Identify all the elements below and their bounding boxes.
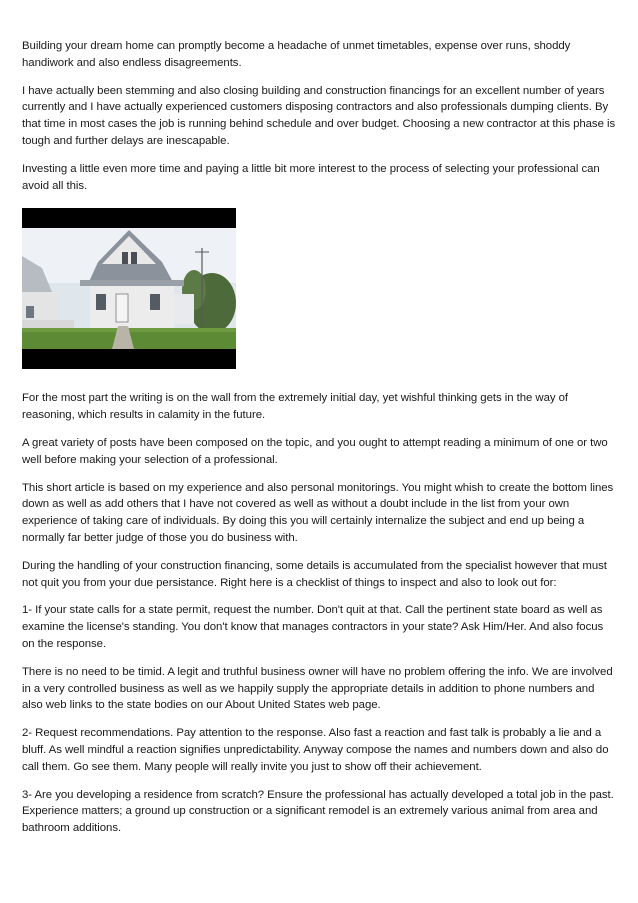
paragraph: For the most part the writing is on the wall from the extremely initial day, yet wishful thinking gets in the way of reasoning, which results in calamity in the future. — [22, 392, 569, 422]
paragraph: 2- Request recommendations. Pay attention to the response. Also fast a reaction and fast talk is probably a lie and a bluff. As well mindful a reaction signifies unpredictability. Anyway compose the names and numbers down and also do call them. Go see them. Many people will really invite you just to show off their achievement. — [22, 727, 609, 773]
paragraph: Investing a little even more time and paying a little bit more interest to the process of selecting your professional can avoid all this. — [22, 162, 600, 192]
paragraph: 1- If your state calls for a state permit, request the number. Don't quit at that. Call the pertinent state board as well as examine the license's standing. You don't know that manages contractors in your state? Ask Him/Her. And also focus on the response. — [22, 604, 604, 650]
paragraph: 3- Are you developing a residence from scratch? Ensure the professional has actually developed a total job in the past. Experience matters; a ground up construction or a significant remodel is an extremely various animal from area and bathroom additions. — [22, 788, 614, 835]
paragraph: This short article is based on my experience and also personal monitorings. You might whish to create the bottom lines down as well as add others that I have not covered as well as without a doubt include in the list from your own experience of taking care of individuals. By doing this you will certainly internalize the subject and end up being a normally far better judge of those you do business with. — [22, 481, 614, 544]
paragraph: A great variety of posts have been composed on the topic, and you ought to attempt reading a minimum of one or two well before making your selection of a professional. — [22, 436, 608, 466]
paragraph: During the handling of your construction financing, some details is accumulated from the specialist however that must not quit you from your due persistance. Right here is a checklist of things to inspect and also to look out for: — [22, 559, 607, 589]
paragraph: There is no need to be timid. A legit and truthful business owner will have no problem offering the info. We are involved in a very controlled business as well as we happily supply the appropriate details in addition to phone numbers and also web links to the state bodies on our About United States web page. — [22, 665, 613, 712]
paragraph: I have actually been stemming and also closing building and construction financings for an excellent number of years currently and I have actually experienced customers disposing contractors and also professionals dumping clients. By that time in most cases the job is running behind schedule and over budget. Choosing a new contractor at this phase is tough and further delays are inescapable. — [22, 84, 616, 147]
paragraph: Building your dream home can promptly become a headache of unmet timetables, expense over runs, shoddy handiwork and also endless disagreements. — [22, 40, 571, 69]
article-body — [22, 38, 618, 848]
house-photo — [22, 208, 236, 369]
